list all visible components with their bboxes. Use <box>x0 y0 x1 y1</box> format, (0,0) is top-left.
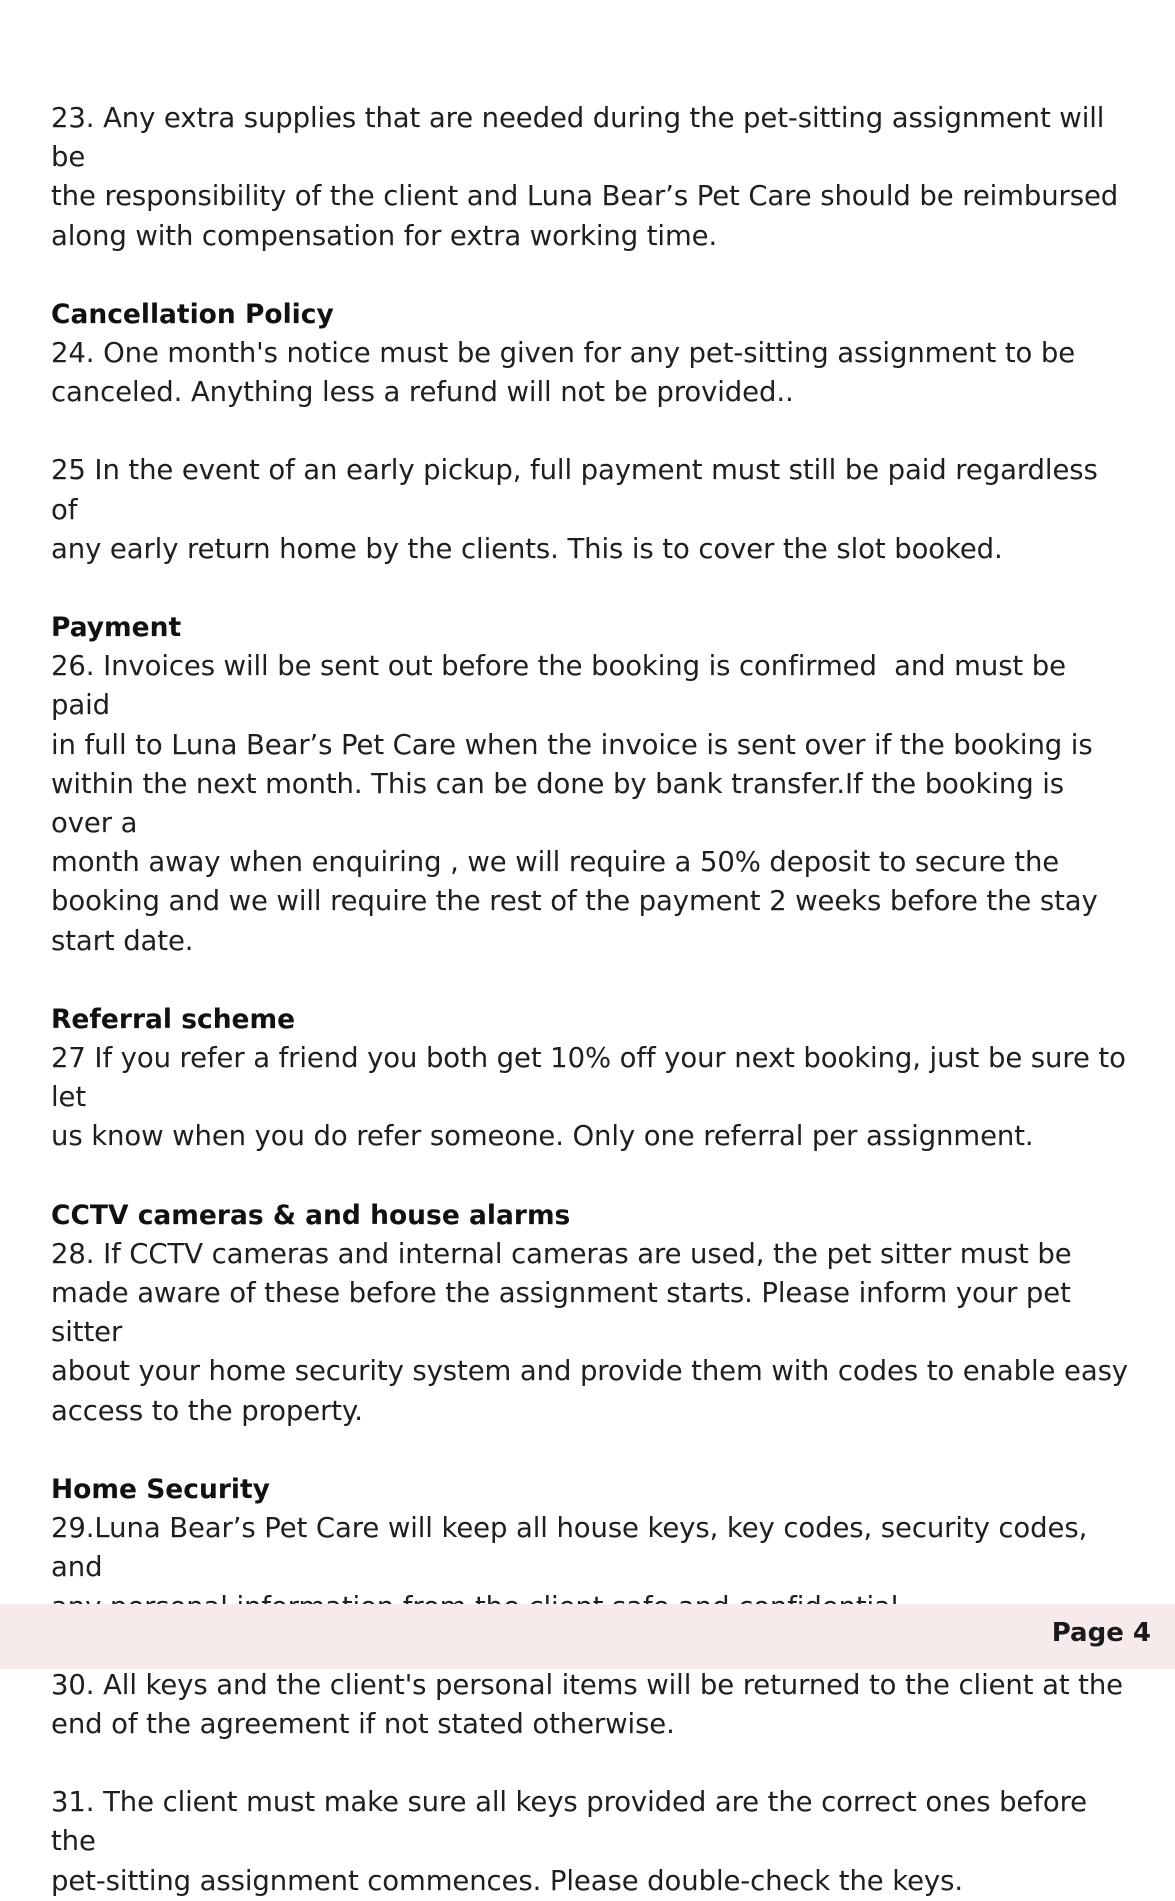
clause-23: 23. Any extra supplies that are needed during the pet-sitting assignment will be the responsibility of the client and Luna Bear’s Pet Care should be reimbursed along with compensation for extra working time. <box>51 102 1119 252</box>
clause-25: 25 In the event of an early pickup, full payment must still be paid regardless of any early return home by the clients. This is to cover the slot booked. <box>51 454 1098 565</box>
heading-cancellation-policy: Cancellation Policy <box>51 298 334 330</box>
clause-26: 26. Invoices will be sent out before the booking is confirmed and must be paid in full to Luna Bear’s Pet Care when the invoice is sent over if the booking is within the next month. This can be done by bank transfer.If the booking is over a month away when enquiring , we will require a 50% deposit to secure the booking and we will require the rest of the payment 2 weeks before the stay start date. <box>51 650 1098 957</box>
clause-29: 29.Luna Bear’s Pet Care will keep all house keys, key codes, security codes, and <box>51 1512 1088 1584</box>
heading-cctv-cameras: CCTV cameras & and house alarms <box>51 1199 571 1231</box>
heading-home-security: Home Security <box>51 1473 270 1505</box>
clause-31: 31. The client must make sure all keys provided are the correct ones before the pet-sitting assignment commences. Please double-check the keys. <box>51 1786 1087 1897</box>
clause-24: 24. One month's notice must be given for any pet-sitting assignment to be canceled. Anything less a refund will not be provided.. <box>51 337 1076 409</box>
clause-27: 27 If you refer a friend you both get 10% off your next booking, just be sure to let us know when you do refer someone. Only one referral per assignment. <box>51 1042 1126 1153</box>
clause-30: 30. All keys and the client's personal items will be returned to the client at the end of the agreement if not stated otherwise. <box>51 1668 1123 1740</box>
page-number: Page 4 <box>1051 1618 1151 1648</box>
clause-28: 28. If CCTV cameras and internal cameras are used, the pet sitter must be made aware of these before the assignment starts. Please inform your pet sitter about your home security system and provide them with codes to enable easy access to the property. <box>51 1237 1128 1427</box>
heading-payment: Payment <box>51 612 182 644</box>
page-footer <box>0 1604 1175 1669</box>
heading-referral-scheme: Referral scheme <box>51 1003 296 1035</box>
